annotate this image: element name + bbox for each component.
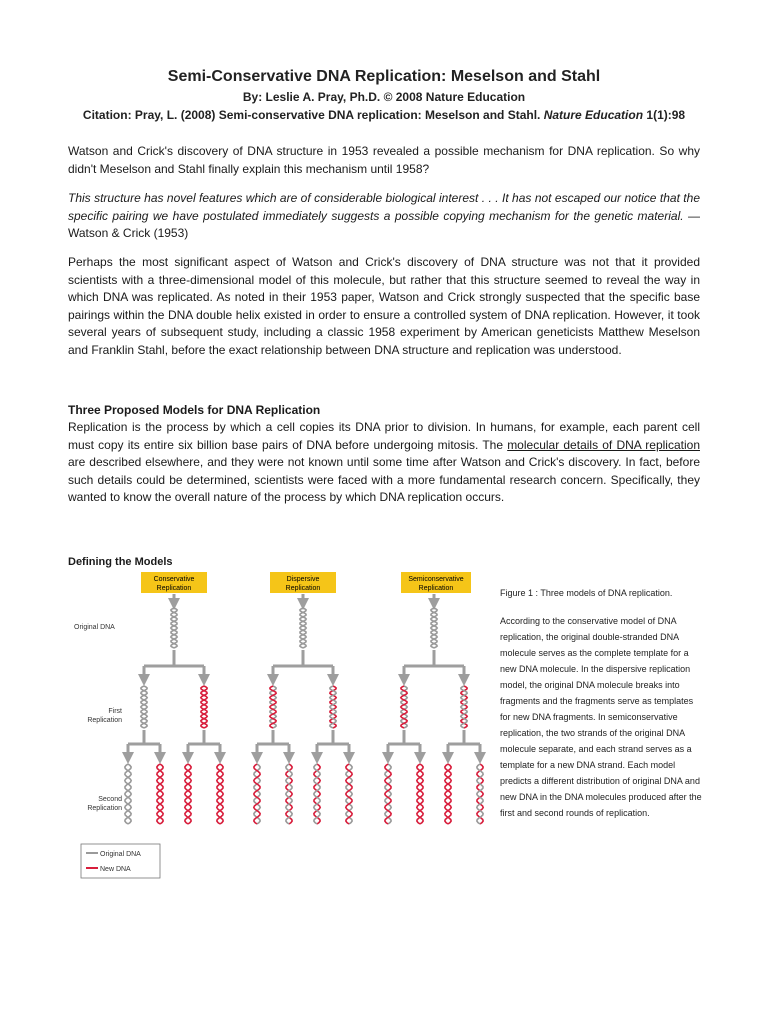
row-label-first-1: First — [108, 708, 122, 715]
replication-arrow — [273, 650, 333, 680]
model-label-line2: Replication — [156, 585, 192, 592]
citation-prefix: Citation: Pray, L. (2008) Semi-conservative DNA replication: Meselson and Stahl. — [82, 108, 544, 122]
model-label-line1: Conservative — [153, 576, 195, 583]
row-label-second-1: Second — [98, 796, 122, 803]
model-label-line1: Dispersive — [286, 576, 320, 583]
row-label-first-2: Replication — [87, 717, 122, 724]
dispersive-label-box — [270, 572, 336, 593]
significance-paragraph: Perhaps the most significant aspect of Watson and Crick's discovery of DNA structure was not that it provided scientists with a three-dimensional model of this molecule, but rather that this structure seemed to reveal the way in which DNA was replicated. As noted in their 1953 paper, Watson and Crick strongly suspected that the specific base pairings within the DNA double helix existed in order to ensure a controlled system of DNA replication. However, it took several years of subsequent study, including a classic 1958 experiment by American geneticists Matthew Meselson and Franklin Stahl, before the exact relationship between DNA structure and replication was understood. — [68, 255, 700, 357]
dna-helix — [346, 764, 352, 824]
models-text-before: Replication is the process by which a cell copies its DNA prior to division. In humans, for example, each parent cell must copy its entire six billion base pairs of DNA before undergoing mitosis. The — [68, 420, 700, 452]
dna-helix — [217, 764, 223, 824]
legend-new-label: New DNA — [100, 866, 131, 873]
dna-helix — [157, 764, 163, 824]
row-label-original: Original DNA — [74, 624, 115, 631]
dna-helix — [201, 686, 207, 728]
dna-helix — [445, 764, 451, 824]
citation-suffix: 1(1):98 — [643, 108, 686, 122]
dna-helix — [314, 764, 320, 824]
replication-arrow — [257, 730, 289, 758]
intro-paragraph: Watson and Crick's discovery of DNA structure in 1953 revealed a possible mechanism for DNA replication. So why didn't Meselson and Stahl finally explain this mechanism until 1958? — [68, 144, 700, 176]
dna-helix — [385, 764, 391, 824]
page-title: Semi-Conservative DNA Replication: Meselson and Stahl — [167, 68, 601, 85]
dna-helix — [254, 764, 260, 824]
replication-arrow — [188, 730, 220, 758]
figure-heading: Defining the Models — [68, 556, 173, 568]
dna-helix — [477, 764, 483, 824]
figure-caption-body: According to the conservative model of DNA replication, the original double-stranded DNA molecule serves as the complete template for a new DNA molecule. In the dispersive replication model, the original DNA molecule breaks into fragments and the fragments serve as templates for new DNA fragments. In semiconservative replication, the two strands of the original DNA molecule separate, and each strand serves as a template for a new DNA strand. Each model predicts a different distribution of original DNA and new DNA in the DNA molecules produced after the first and second rounds of replication. — [500, 616, 702, 818]
dna-helix — [125, 764, 131, 824]
quote-text: This structure has novel features which are of considerable biological interest . . . It has not escaped our notice that the specific pairing we have postulated immediately suggests a possible copying mechanism for the genetic material. — [68, 191, 700, 223]
molecular-details-link[interactable]: molecular details of DNA replication — [507, 437, 700, 452]
section-heading: Three Proposed Models for DNA Replication — [68, 403, 321, 417]
replication-arrow — [448, 730, 480, 758]
legend — [81, 844, 160, 878]
replication-arrow — [388, 730, 420, 758]
citation-journal: Nature Education — [543, 108, 644, 122]
dna-helix — [300, 608, 306, 648]
dna-helix — [461, 686, 467, 728]
models-paragraph — [68, 419, 700, 507]
replication-arrow — [128, 730, 160, 758]
quote-attribution: —Watson & Crick (1953) — [68, 208, 701, 241]
dna-helix — [401, 686, 407, 728]
models-text-after: are described elsewhere, and they were not known until some time after Watson and Crick's discovery. In fact, before such details could be determined, scientists were faced with a more fundamental research concern. Specifically, they wanted to know the overall nature of the process by which DNA replication occurs. — [68, 455, 700, 505]
dna-helix — [171, 608, 177, 648]
watson-crick-quote — [68, 190, 700, 243]
semiconservative-label-box — [401, 572, 471, 593]
replication-models-figure — [68, 568, 488, 888]
dna-helix — [286, 764, 292, 824]
dna-helix — [141, 686, 147, 728]
citation — [0, 108, 768, 122]
replication-arrow — [144, 650, 204, 680]
byline: By: Leslie A. Pray, Ph.D. © 2008 Nature Education — [242, 90, 526, 104]
dna-helix — [417, 764, 423, 824]
figure-caption-title: Figure 1 : Three models of DNA replication. — [500, 588, 673, 598]
dna-diagram — [125, 594, 483, 824]
dna-helix — [185, 764, 191, 824]
model-label-line2: Replication — [285, 585, 321, 592]
dna-helix — [330, 686, 336, 728]
model-label-line2: Replication — [418, 585, 454, 592]
replication-arrow — [317, 730, 349, 758]
model-label-line1: Semiconservative — [408, 576, 464, 583]
dna-helix — [431, 608, 437, 648]
row-label-second-2: Replication — [87, 805, 122, 812]
conservative-label-box — [141, 572, 207, 593]
legend-original-label: Original DNA — [100, 851, 141, 858]
dna-helix — [270, 686, 276, 728]
replication-arrow — [404, 650, 464, 680]
